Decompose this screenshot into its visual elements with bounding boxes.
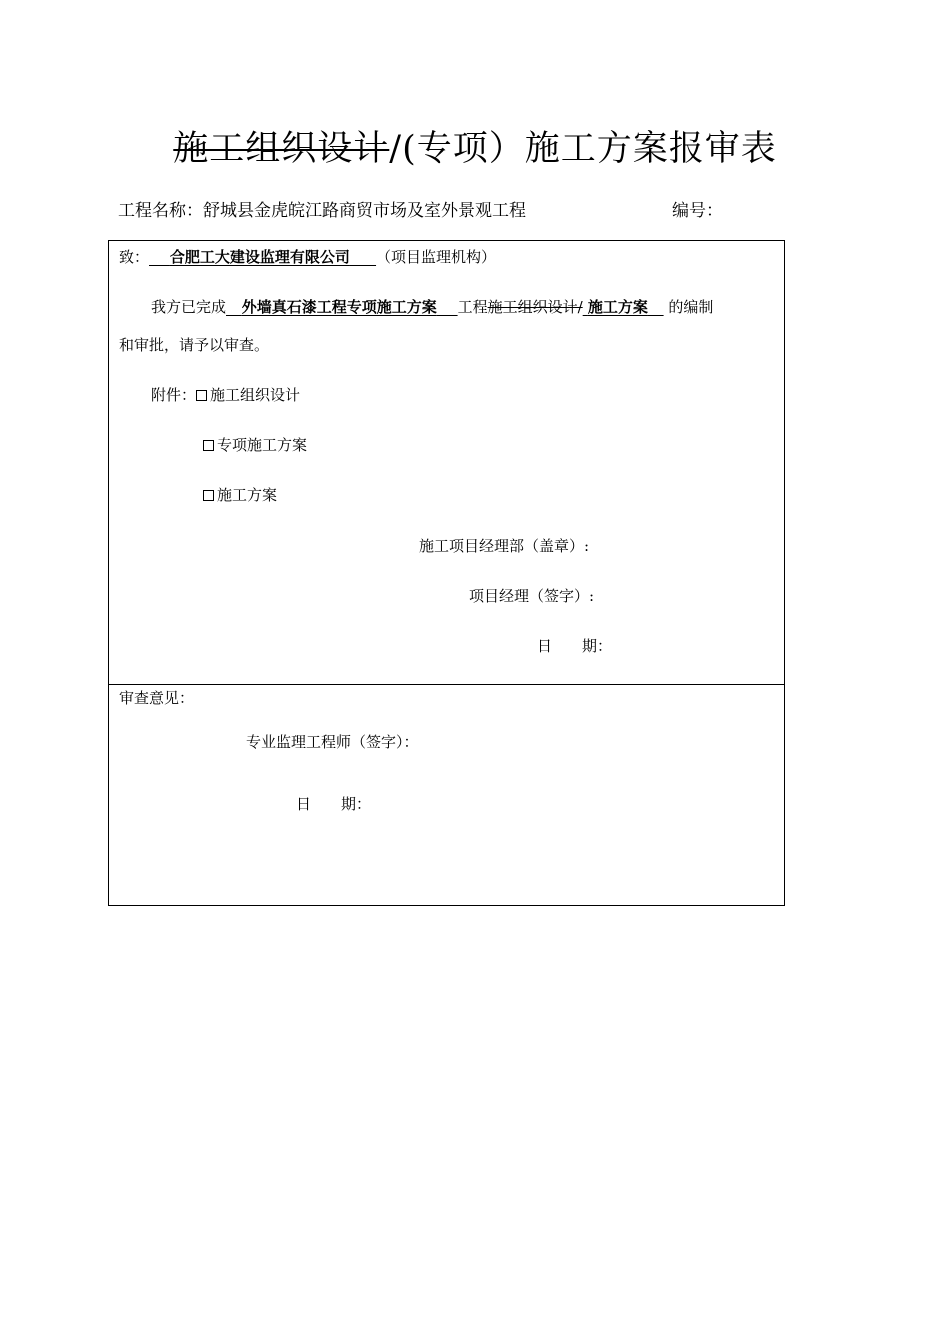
statement-line-1 <box>151 297 713 317</box>
to-label: 致： <box>119 248 150 266</box>
title-struck-part: 施工组织设计 <box>173 129 390 169</box>
attachment-item-2 <box>203 435 307 455</box>
checkbox-special-plan[interactable] <box>203 440 214 451</box>
attachment-label-3: 施工方案 <box>217 486 278 504</box>
project-name-line <box>118 199 526 223</box>
number-label: 编号： <box>672 201 723 221</box>
struck-option: 施工组织设计/ <box>487 298 583 316</box>
selected-option-field[interactable] <box>583 298 664 316</box>
project-name: 舒城县金虎皖江路商贸市场及室外景观工程 <box>203 201 526 221</box>
page-title <box>0 126 950 172</box>
project-label: 工程名称： <box>118 201 203 221</box>
title-main-part: /(专项）施工方案报审表 <box>389 129 777 169</box>
review-date: 日 期： <box>296 795 372 813</box>
statement-line-2: 和审批，请予以审查。 <box>119 336 270 354</box>
attachment-item-1 <box>151 385 300 405</box>
checkbox-construction-design[interactable] <box>196 390 207 401</box>
sign-manager: 项目经理（签字）: <box>469 587 595 605</box>
attachment-label-2: 专项施工方案 <box>217 436 308 454</box>
form-table <box>108 240 785 906</box>
attachments-label: 附件： <box>151 386 197 404</box>
sign-department: 施工项目经理部（盖章）: <box>419 537 590 555</box>
plan-name-field[interactable] <box>226 298 458 316</box>
recipient-field[interactable] <box>149 248 376 266</box>
opinion-label: 审查意见： <box>119 689 195 707</box>
recipient-line <box>119 247 496 267</box>
recipient-name: 合肥工大建设监理有限公司 <box>169 248 350 266</box>
selected-option: 施工方案 <box>587 298 648 316</box>
sign-date: 日 期： <box>537 637 613 655</box>
plan-name: 外墙真石漆工程专项施工方案 <box>241 298 437 316</box>
statement-mid: 工程 <box>457 298 488 316</box>
recipient-note: （项目监理机构） <box>376 248 497 266</box>
engineer-sign: 专业监理工程师（签字）： <box>246 733 419 751</box>
checkbox-construction-plan[interactable] <box>203 490 214 501</box>
attachment-item-3 <box>203 485 277 505</box>
statement-prefix: 我方已完成 <box>151 298 227 316</box>
attachment-label-1: 施工组织设计 <box>210 386 301 404</box>
section-divider <box>109 684 784 685</box>
statement-suffix: 的编制 <box>668 298 714 316</box>
